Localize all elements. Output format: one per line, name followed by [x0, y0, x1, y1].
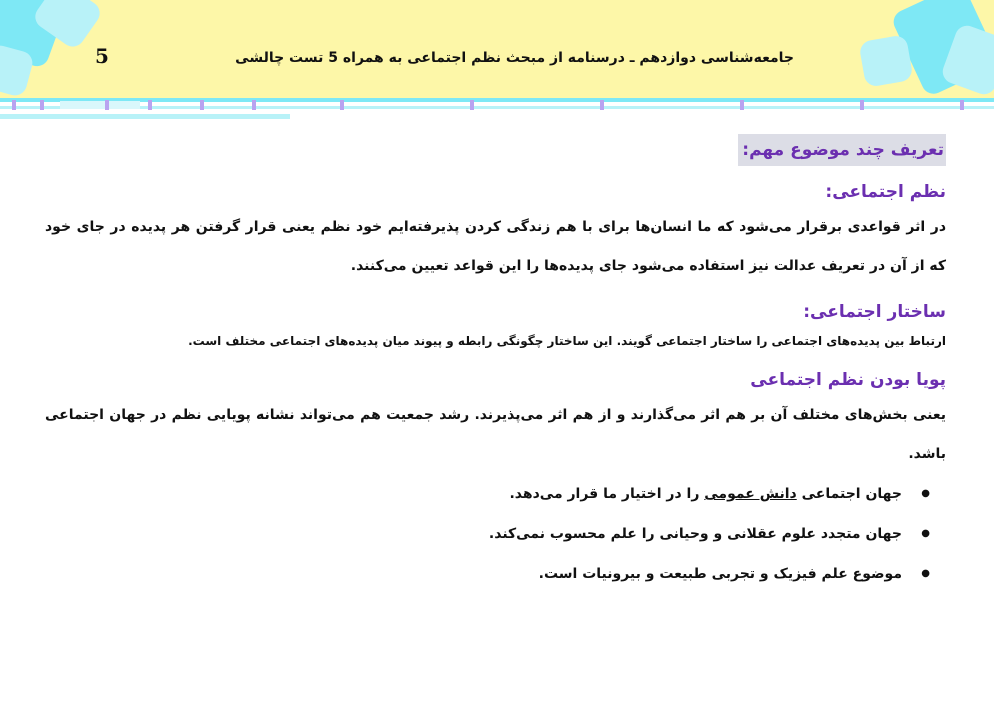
social-order-text: در اثر قواعدی برقرار می‌شود که ما انسان‌ها برای با هم زندگی کردن پذیرفته‌ایم خود نظم یعنی قرار گرفتن هر پدیده در جای خود که از آن در تعریف عدالت نیز استفاده می‌شود جای پدیده‌ها را این قواعد تعیین می‌کنند.: [45, 219, 946, 274]
social-order-heading: نظم اجتماعی:: [825, 182, 946, 202]
list-item: ● جهان متجدد علوم عقلانی و وحیانی را علم محسوب نمی‌کند.: [45, 514, 902, 554]
main-content: [45, 130, 946, 594]
page-header: [0, 0, 994, 100]
dynamic-order-text: یعنی بخش‌های مختلف آن بر هم اثر می‌گذارند و از هم اثر می‌پذیرند. رشد جمعیت هم می‌تواند نشانه پویایی نظم در جهان اجتماعی باشد.: [45, 407, 946, 462]
social-structure-heading: ساختار اجتماعی:: [803, 302, 946, 322]
bullet-text: را در اختیار ما قرار می‌دهد.: [509, 486, 705, 502]
bullet-list: [45, 474, 946, 594]
decorative-stripes: [0, 96, 994, 122]
dynamic-order-heading: پویا بودن نظم اجتماعی: [750, 370, 946, 390]
underlined-term: دانش عمومی: [704, 486, 797, 502]
list-item: [45, 474, 902, 514]
social-structure-text: ارتباط بین پدیده‌های اجتماعی را ساختار اجتماعی گویند. این ساختار چگونگی رابطه و پیوند میان پدیده‌های اجتماعی مختلف است.: [188, 334, 946, 348]
header-title: جامعه‌شناسی دوازدهم ـ درسنامه از مبحث نظم اجتماعی به همراه 5 تست چالشی: [235, 50, 794, 66]
section-heading: تعریف چند موضوع مهم:: [738, 134, 946, 166]
decorative-shape: [858, 34, 913, 88]
list-item: ● موضوع علم فیزیک و تجربی طبیعت و بیرونیات است.: [45, 554, 902, 594]
page-number: 5: [95, 44, 109, 68]
bullet-text: جهان اجتماعی: [796, 486, 902, 502]
